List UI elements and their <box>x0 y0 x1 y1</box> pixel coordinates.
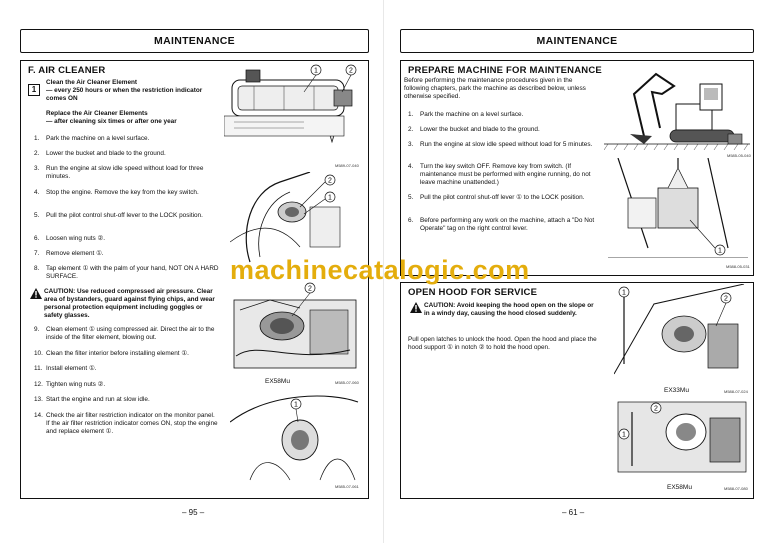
prep-title: PREPARE MACHINE FOR MAINTENANCE <box>408 65 602 76</box>
step-text: Stop the engine. Remove the key from the key switch. <box>46 188 199 196</box>
step-text: Lower the bucket and blade to the ground. <box>46 150 166 158</box>
svg-text:1: 1 <box>718 247 722 255</box>
prep-intro: Before performing the maintenance procedures given in the following chapters, park the machine as described below, unless otherwise specified. <box>404 77 586 100</box>
hood-instructions: Pull open latches to unlock the hood. Open the hood and place the hood support ① in notch ② to hold the hood open. <box>408 336 597 351</box>
fig2-label: EX58Mu <box>265 378 290 385</box>
step-number: 7. <box>34 250 40 258</box>
step-number: 11. <box>34 365 43 373</box>
step-number: 5. <box>408 194 414 202</box>
step-text: Before performing any work on the machine, attach a "Do Not Operate" tag on the right control lever. <box>420 217 595 232</box>
step-item <box>34 350 219 358</box>
step-item <box>34 135 219 143</box>
svg-text:1: 1 <box>314 67 318 75</box>
step-number: 12. <box>34 380 43 388</box>
step-number: 5. <box>34 211 40 219</box>
step-text: Turn the key switch OFF. Remove key from switch. (If maintenance must be performed with engine running, do not leave machine unattended.) <box>420 163 591 187</box>
step-text: Park the machine on a level surface. <box>420 111 524 118</box>
step-number: 6. <box>408 217 414 224</box>
step-text: Loosen wing nuts ②. <box>46 235 106 242</box>
svg-text:1: 1 <box>294 401 298 409</box>
hood-figure-ex58mu <box>614 396 750 481</box>
left-page-number: – 95 – <box>182 508 205 517</box>
step-text: Run the engine at slow idle speed without load for 5 minutes. <box>420 140 593 148</box>
right-fig3-label: EX33Mu <box>664 387 689 394</box>
step-text: Install element ①. <box>46 365 97 373</box>
step-item <box>34 212 219 220</box>
step-item <box>34 381 219 389</box>
step-box: 1 <box>28 79 40 97</box>
replace-interval: — after cleaning six times or after one year <box>46 118 177 125</box>
svg-text:1: 1 <box>622 431 626 439</box>
svg-text:1: 1 <box>622 289 626 297</box>
caution-compressed-air: CAUTION: Use reduced compressed air pressure. Clear area of bystanders, guard against flying chips, and wear personal protection equipment including goggles or safety glasses. <box>30 288 220 320</box>
right-fig4-label: EX58Mu <box>667 484 692 491</box>
svg-text:2: 2 <box>349 67 353 75</box>
step-text: Park the machine on a level surface. <box>46 135 150 142</box>
step-number: 3. <box>408 140 414 148</box>
svg-text:1: 1 <box>328 194 332 202</box>
svg-text:2: 2 <box>724 295 728 303</box>
step-item <box>34 189 219 197</box>
step-number: 6. <box>34 235 40 242</box>
step-text: Pull the pilot control shut-off lever to the LOCK position. <box>46 211 203 219</box>
fig2-code: M585-07-060 <box>335 380 359 385</box>
step-number: 1. <box>34 135 40 142</box>
fig1-code: M589-07-040 <box>335 163 359 168</box>
svg-text:2: 2 <box>308 285 312 293</box>
excavator-figure <box>604 64 750 152</box>
step-item <box>34 365 219 373</box>
svg-text:2: 2 <box>654 405 658 413</box>
step-text: Lower the bucket and blade to the ground. <box>420 125 540 133</box>
svg-text:2: 2 <box>328 177 332 185</box>
step-text: Clean the filter interior before installing element ①. <box>46 349 189 357</box>
step-text: Pull the pilot control shut-off lever ① to the LOCK position. <box>420 194 585 202</box>
step-number: 4. <box>408 163 414 171</box>
step-text: Remove element ①. <box>46 250 104 258</box>
step-item <box>408 111 598 119</box>
step-number: 2. <box>34 150 40 158</box>
warning-triangle-icon <box>410 302 424 318</box>
right-fig3-code: M588-07-024 <box>724 389 748 394</box>
step-item <box>34 250 219 258</box>
air-cleaner-title: F. AIR CLEANER <box>28 65 106 76</box>
hood-figure-ex33mu <box>614 284 750 384</box>
right-fig4-code: M588-07-080 <box>724 486 748 491</box>
step-text: Run the engine at slow idle speed without load for three minutes. <box>46 165 204 181</box>
step-number: 4. <box>34 188 40 196</box>
clean-interval: — every 250 hours or when the restriction indicator comes ON <box>46 87 203 102</box>
step-item <box>34 326 219 342</box>
clean-title: Clean the Air Cleaner Element <box>46 79 138 86</box>
step-text: Tap element ① with the palm of your hand, NOT ON A HARD SURFACE. <box>46 265 219 281</box>
step-item <box>408 217 598 233</box>
step-item <box>34 265 219 281</box>
step-text: Tighten wing nuts ②. <box>46 380 106 388</box>
left-page-header: MAINTENANCE <box>20 29 369 53</box>
step-item <box>34 412 219 436</box>
engine-hood-figure <box>230 172 360 267</box>
step-item <box>34 165 219 181</box>
step-number: 13. <box>34 396 43 404</box>
right-page-header: MAINTENANCE <box>400 29 754 53</box>
step-number: 3. <box>34 165 40 173</box>
step-text: Start the engine and run at slow idle. <box>46 396 150 404</box>
step-item <box>34 150 219 158</box>
step-number: 1. <box>408 111 414 118</box>
step-item <box>408 126 598 134</box>
right-page-number: – 61 – <box>562 508 585 517</box>
step-number: 14. <box>34 412 43 419</box>
step-text: Check the air filter restriction indicator on the monitor panel. If the air filter restriction indicator comes ON, stop the engine and replace element ①. <box>46 412 218 435</box>
step-number: 10. <box>34 349 43 357</box>
step-text: Clean element ① using compressed air. Direct the air to the inside of the filter element, blowing out. <box>46 326 215 341</box>
pilot-lever-figure <box>608 158 748 258</box>
step-number: 8. <box>34 265 40 273</box>
step-number: 2. <box>408 125 414 133</box>
step-item <box>408 163 598 187</box>
right-fig1-code: M585-05-040 <box>727 153 751 158</box>
watermark: machinecatalogic.com <box>230 255 530 285</box>
step-item <box>408 141 598 149</box>
warning-triangle-icon <box>30 288 44 320</box>
replace-title: Replace the Air Cleaner Elements <box>46 110 148 117</box>
air-cleaner-figure <box>224 62 364 167</box>
engine-figure-ex58mu <box>230 280 360 372</box>
fig3-code: M585-07-061 <box>335 484 359 489</box>
step-item <box>34 235 219 243</box>
air-filter-element-figure <box>230 392 360 482</box>
hood-caution: CAUTION: Avoid keeping the hood open on the slope or in a windy day, causing the hood closed suddenly. <box>410 302 600 318</box>
right-fig2-code: M588-05-031 <box>726 264 750 269</box>
hood-title: OPEN HOOD FOR SERVICE <box>408 287 538 298</box>
step-item <box>34 396 219 404</box>
step-number: 9. <box>34 326 40 333</box>
step-item <box>408 194 598 202</box>
